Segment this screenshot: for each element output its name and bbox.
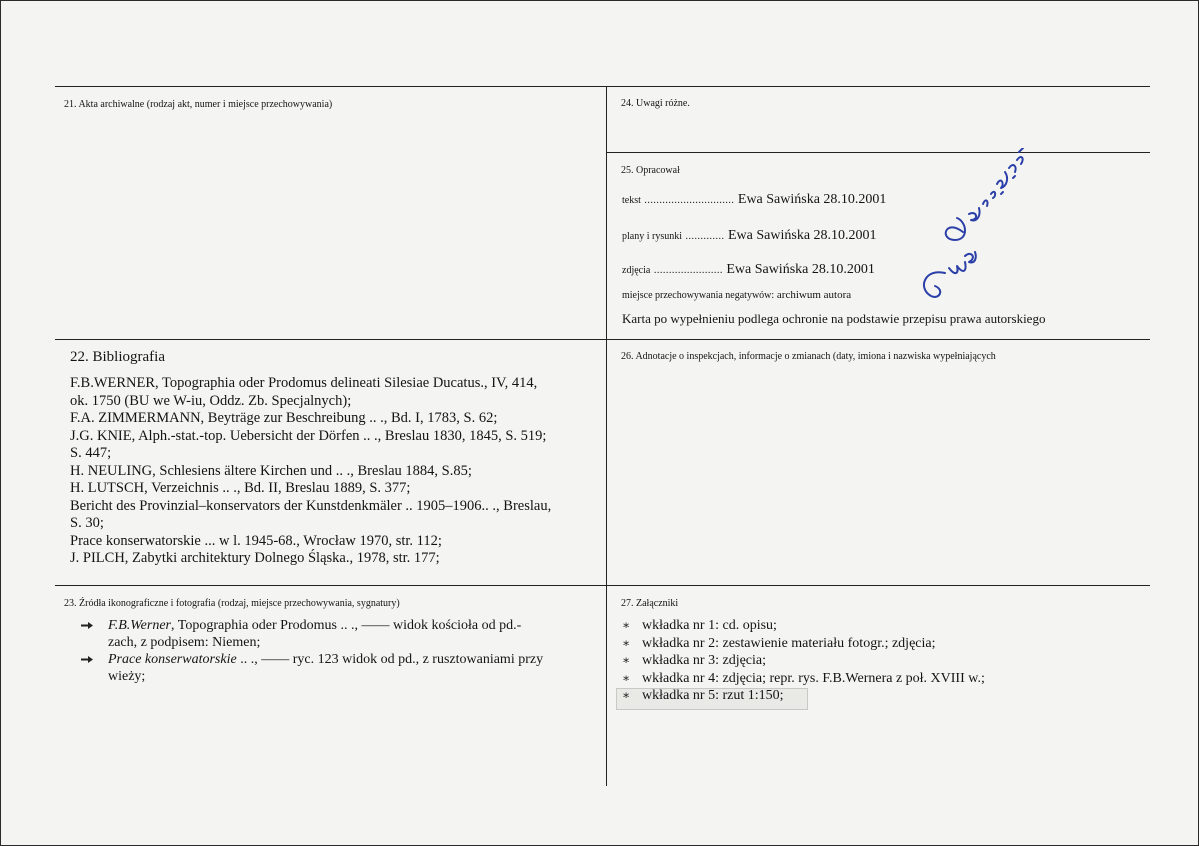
negatives-location <box>622 289 851 301</box>
section27-title: 27. Załączniki <box>621 598 679 609</box>
bibliography-line: J. PILCH, Zabytki architektury Dolnego Śląska., 1978, str. 177; <box>70 550 440 566</box>
iconography-item <box>68 617 543 634</box>
attachments-list <box>620 617 985 705</box>
bibliography-line: S. 30; <box>70 515 104 531</box>
grid-line-24-25 <box>607 152 1150 153</box>
iconography-item-cont <box>68 668 543 685</box>
arrow-bullet-icon <box>81 656 93 663</box>
attachment-text: wkładka nr 4: zdjęcia; repr. rys. F.B.Wernera z poł. XVIII w.; <box>642 670 985 686</box>
copyright-note: Karta po wypełnieniu podlega ochronie na podstawie przepisu prawa autorskiego <box>622 311 1046 326</box>
bibliography-line: ok. 1750 (BU we W-iu, Oddz. Zb. Specjalnych); <box>70 392 352 409</box>
bibliography-line: F.A. ZIMMERMANN, Beyträge zur Beschreibung .. ., Bd. I, 1783, S. 62; <box>70 410 498 426</box>
attachment-item <box>620 670 985 688</box>
row-dots: ....................... <box>653 265 723 276</box>
attachment-item <box>620 687 985 705</box>
iconography-desc: .. ., —— ryc. 123 widok od pd., z rusztowaniami przy <box>236 652 544 667</box>
grid-line-row2 <box>55 339 1150 340</box>
section23-title: 23. Źródła ikonograficzne i fotografia (rodzaj, miejsce przechowywania, sygnatury) <box>64 598 400 609</box>
row-value: Ewa Sawińska 28.10.2001 <box>737 192 887 207</box>
attachment-text: wkładka nr 3: zdjęcia; <box>642 653 767 668</box>
row-label: zdjęcia <box>622 265 651 276</box>
section21-title: 21. Akta archiwalne (rodzaj akt, numer i miejsce przechowywania) <box>64 99 333 110</box>
bibliography-line: S. 447; <box>70 445 112 461</box>
opracowal-row-plany <box>622 228 877 244</box>
bibliography-line: H. NEULING, Schlesiens ältere Kirchen und .. ., Breslau 1884, S.85; <box>70 462 472 479</box>
attachment-text: wkładka nr 5: rzut 1:150; <box>642 688 784 703</box>
opracowal-row-zdjecia <box>622 262 875 278</box>
attachment-text: wkładka nr 2: zestawienie materiału fotogr.; zdjęcia; <box>642 635 936 651</box>
section25-title: 25. Opracował <box>621 165 680 176</box>
asterisk-bullet-icon: ∗ <box>622 618 631 632</box>
iconography-item <box>68 651 543 668</box>
arrow-bullet-icon <box>81 622 93 629</box>
grid-line-row3 <box>55 585 1150 586</box>
bibliography-line: Prace konserwatorskie ... w l. 1945-68., Wrocław 1970, str. 112; <box>70 532 442 549</box>
asterisk-bullet-icon: ∗ <box>622 653 631 667</box>
iconography-list <box>68 617 543 685</box>
iconography-desc-cont: wieży; <box>108 669 146 684</box>
bibliography-line: F.B.WERNER, Topographia oder Prodomus delineati Silesiae Ducatus., IV, 414, <box>70 375 538 391</box>
row-value: Ewa Sawińska 28.10.2001 <box>726 262 875 277</box>
asterisk-bullet-icon: ∗ <box>622 670 631 685</box>
iconography-item-cont <box>68 634 543 651</box>
row-dots: ............. <box>685 231 725 242</box>
iconography-source: Prace konserwatorskie <box>108 652 237 667</box>
handwritten-signature <box>905 148 1035 308</box>
row-dots: .............................. <box>644 195 735 206</box>
opracowal-row-tekst <box>622 192 886 208</box>
bibliography-line: Bericht des Provinzial–konservators der Kunstdenkmäler .. 1905–1906.. ., Breslau, <box>70 497 552 514</box>
row-label: plany i rysunki <box>622 231 682 242</box>
asterisk-bullet-icon: ∗ <box>622 635 631 650</box>
row-label: tekst <box>622 195 641 206</box>
row-value: Ewa Sawińska 28.10.2001 <box>728 228 877 243</box>
attachment-text: wkładka nr 1: cd. opisu; <box>642 618 777 633</box>
attachment-item <box>620 617 985 635</box>
bibliography-line: H. LUTSCH, Verzeichnis .. ., Bd. II, Breslau 1889, S. 377; <box>70 480 411 496</box>
iconography-desc: , Topographia oder Prodomus .. ., —— widok kościoła od pd.- <box>171 618 522 633</box>
iconography-source: F.B.Werner <box>108 618 171 633</box>
bibliography-line: J.G. KNIE, Alph.-stat.-top. Uebersicht der Dörfen .. ., Breslau 1830, 1845, S. 519; <box>70 427 547 444</box>
attachment-item <box>620 652 985 670</box>
section22-title: 22. Bibliografia <box>70 349 165 365</box>
negatives-label: miejsce przechowywania negatywów: <box>622 290 775 301</box>
attachment-item <box>620 635 985 653</box>
section24-title: 24. Uwagi różne. <box>621 98 690 109</box>
grid-top-line <box>55 86 1150 87</box>
iconography-desc-cont: zach, z podpisem: Niemen; <box>108 635 261 650</box>
bibliography-list <box>70 375 600 568</box>
negatives-value: archiwum autora <box>776 289 852 301</box>
section26-title: 26. Adnotacje o inspekcjach, informacje o zmianach (daty, imiona i nazwiska wypełniających <box>621 351 996 362</box>
grid-center-divider <box>606 86 607 786</box>
asterisk-bullet-icon: ∗ <box>622 688 631 702</box>
